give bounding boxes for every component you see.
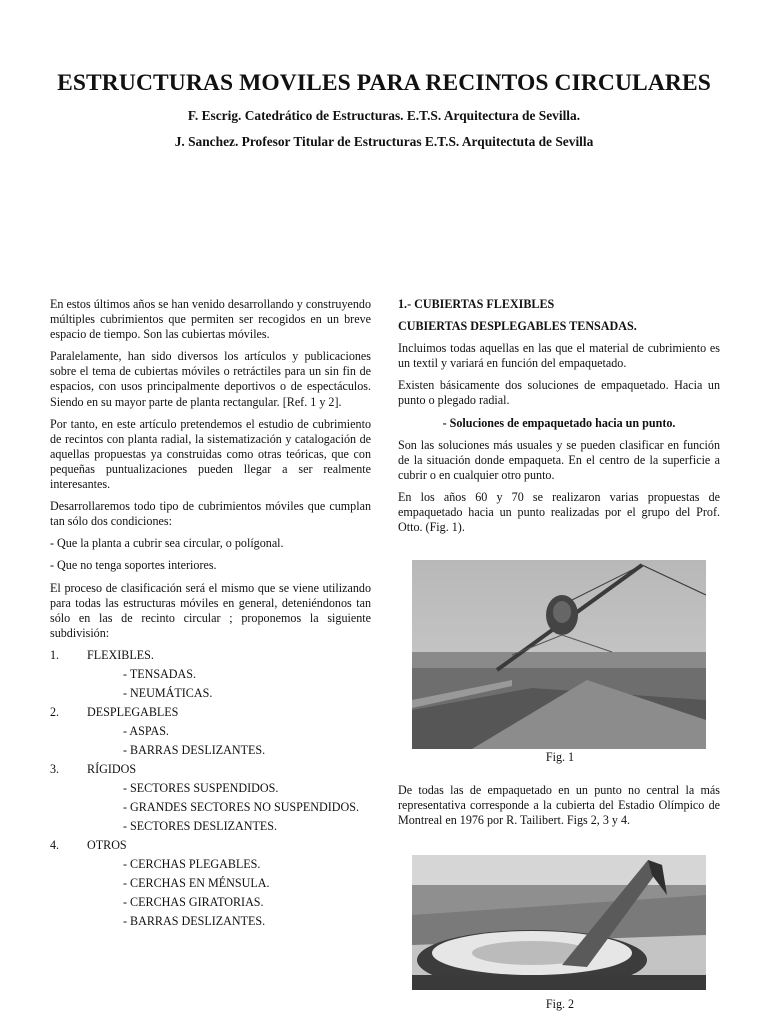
list-subitem: - SECTORES SUSPENDIDOS. bbox=[123, 780, 279, 795]
paragraph-usual: Son las soluciones más usuales y se pueden clasificar en función de la situación donde empaqueta. En el centro de la superficie a cubrir o en cualquier otro punto. bbox=[398, 437, 720, 482]
figure-1-caption: Fig. 1 bbox=[545, 750, 575, 764]
author-line-2: J. Sanchez. Profesor Titular de Estructuras E.T.S. Arquitectuta de Sevilla bbox=[174, 134, 594, 149]
paragraph-purpose: Por tanto, en este artículo pretendemos el estudio de cubrimiento de recintos con planta radial, la sistematización y catalogación de aquellas propuestas ya construidas como otras teóricas, que con pequeñas puntualizaciones pueden llegar a ser realmente interesantes. bbox=[50, 416, 371, 492]
left-column bbox=[50, 297, 371, 933]
list-item: 2. DESPLEGABLES bbox=[50, 704, 179, 719]
figure-2-caption: Fig. 2 bbox=[545, 997, 575, 1011]
section-heading: 1.- CUBIERTAS FLEXIBLES bbox=[398, 297, 555, 311]
list-subitem: - CERCHAS PLEGABLES. bbox=[123, 856, 261, 871]
right-column bbox=[398, 297, 720, 542]
list-subitem: - BARRAS DESLIZANTES. bbox=[123, 913, 266, 928]
subsubsection-heading: - Soluciones de empaquetado hacia un punto. bbox=[442, 415, 676, 430]
list-subitem: - NEUMÁTICAS. bbox=[123, 685, 213, 700]
paragraph-solutions: Existen básicamente dos soluciones de empaquetado. Hacia un punto o plegado radial. bbox=[398, 378, 720, 408]
paragraph-textile: Incluimos todas aquellas en las que el material de cubrimiento es un textil y variará en función del empaquetado. bbox=[398, 341, 720, 371]
list-item: 4. OTROS bbox=[50, 837, 127, 852]
figure-1-photo bbox=[412, 560, 706, 749]
paragraph-parallel: Paralelamente, han sido diversos los artículos y publicaciones sobre el tema de cubiertas móviles o retráctiles para un sin fin de espacios, con usos principalmente deportivos o de espectáculos. Siendo en su mayor parte de planta rectangular. [Ref. 1 y 2]. bbox=[50, 349, 371, 409]
paragraph-classification: El proceso de clasificación será el mismo que se viene utilizando para todas las estructuras móviles en general, deteniéndonos tan sólo en las de recinto circular ; proponemos la siguiente subdivisión: bbox=[50, 580, 371, 640]
list-subitem: - SECTORES DESLIZANTES. bbox=[123, 818, 277, 833]
page-title: ESTRUCTURAS MOVILES PARA RECINTOS CIRCULARES bbox=[57, 70, 711, 96]
list-subitem: - BARRAS DESLIZANTES. bbox=[123, 742, 266, 757]
paragraph-conditions: Desarrollaremos todo tipo de cubrimientos móviles que cumplan tan sólo dos condiciones: bbox=[50, 499, 371, 529]
list-subitem: - GRANDES SECTORES NO SUSPENDIDOS. bbox=[123, 799, 359, 814]
paragraph-montreal: De todas las de empaquetado en un punto no central la más representativa corresponde a la cubierta del Estadio Olímpico de Montreal en 1976 por R. Tailibert. Figs 2, 3 y 4. bbox=[398, 783, 720, 828]
classification-list bbox=[50, 648, 371, 929]
condition-1: - Que la planta a cubrir sea circular, o polígonal. bbox=[50, 536, 284, 551]
condition-2: - Que no tenga soportes interiores. bbox=[50, 558, 217, 573]
paragraph-intro: En estos últimos años se han venido desarrollando y construyendo múltiples cubrimientos que permiten ser recogidos en un breve espacio de tiempo. Son las cubiertas móviles. bbox=[50, 297, 371, 342]
list-item: 3. RÍGIDOS bbox=[50, 761, 137, 776]
paragraph-otto: En los años 60 y 70 se realizaron varias propuestas de empaquetado hacia un punto realizadas por el grupo del Prof. Otto. (Fig. 1). bbox=[398, 489, 720, 535]
list-subitem: - CERCHAS GIRATORIAS. bbox=[123, 894, 264, 909]
list-subitem: - TENSADAS. bbox=[123, 666, 197, 681]
list-item: 1. FLEXIBLES. bbox=[50, 647, 154, 662]
subsection-heading: CUBIERTAS DESPLEGABLES TENSADAS. bbox=[398, 319, 637, 334]
list-subitem: - CERCHAS EN MÉNSULA. bbox=[123, 875, 270, 890]
list-subitem: - ASPAS. bbox=[123, 723, 169, 738]
figure-2-photo bbox=[412, 855, 706, 990]
author-line-1: F. Escrig. Catedrático de Estructuras. E.T.S. Arquitectura de Sevilla. bbox=[187, 108, 581, 123]
